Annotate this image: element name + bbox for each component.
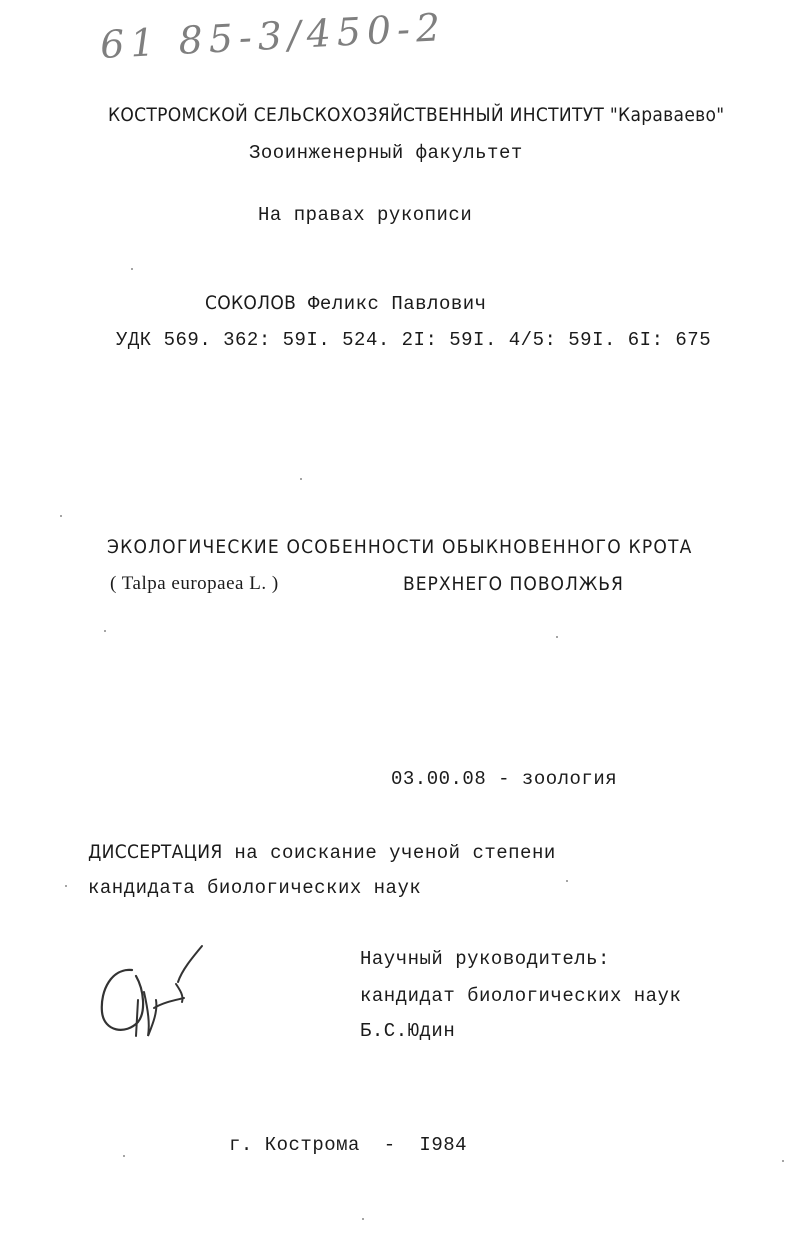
scan-speck bbox=[60, 515, 62, 517]
faculty-name: Зооинженерный факультет bbox=[249, 142, 523, 164]
manuscript-rights: На правах рукописи bbox=[258, 204, 473, 226]
scan-speck bbox=[566, 880, 568, 882]
scan-speck bbox=[65, 885, 67, 887]
author-surname: СОКОЛОВ bbox=[205, 292, 297, 314]
institute-name: КОСТРОМСКОЙ СЕЛЬСКОХОЗЯЙСТВЕННЫЙ ИНСТИТУТ "Караваево" bbox=[108, 104, 725, 126]
supervisor-label: Научный руководитель: bbox=[360, 948, 610, 970]
scan-speck bbox=[556, 636, 558, 638]
archive-mark: 61 85-3/450-2 bbox=[99, 4, 448, 68]
scan-speck bbox=[123, 1155, 125, 1157]
scan-speck bbox=[300, 478, 302, 480]
specialty-code: 03.00.08 - зоология bbox=[391, 768, 618, 790]
dissertation-lead: ДИССЕРТАЦИЯ bbox=[88, 841, 223, 863]
title-line-2: ВЕРХНЕГО ПОВОЛЖЬЯ bbox=[403, 573, 624, 595]
dissertation-line-1 bbox=[88, 840, 556, 865]
dissertation-line-2: кандидата биологических наук bbox=[88, 877, 422, 899]
supervisor-degree: кандидат биологических наук bbox=[360, 985, 682, 1007]
place-and-year: г. Кострома - I984 bbox=[229, 1134, 468, 1156]
title-line-1: ЭКОЛОГИЧЕСКИЕ ОСОБЕННОСТИ ОБЫКНОВЕННОГО КРОТА bbox=[107, 536, 693, 558]
title-latin-name: ( Talpa europaea L. ) bbox=[110, 573, 279, 594]
dissertation-rest: на соискание ученой степени bbox=[234, 842, 556, 864]
scan-speck bbox=[782, 1160, 784, 1162]
scan-speck bbox=[362, 1218, 364, 1220]
author-name bbox=[205, 291, 487, 316]
author-signature bbox=[92, 940, 212, 1045]
udc-code: УДК 569. 362: 59I. 524. 2I: 59I. 4/5: 59I. 6I: 675 bbox=[116, 329, 712, 351]
scan-speck bbox=[131, 268, 133, 270]
author-given-names: Феликс Павлович bbox=[308, 293, 487, 315]
scan-speck bbox=[104, 630, 106, 632]
supervisor-name: Б.С.Юдин bbox=[360, 1020, 456, 1042]
